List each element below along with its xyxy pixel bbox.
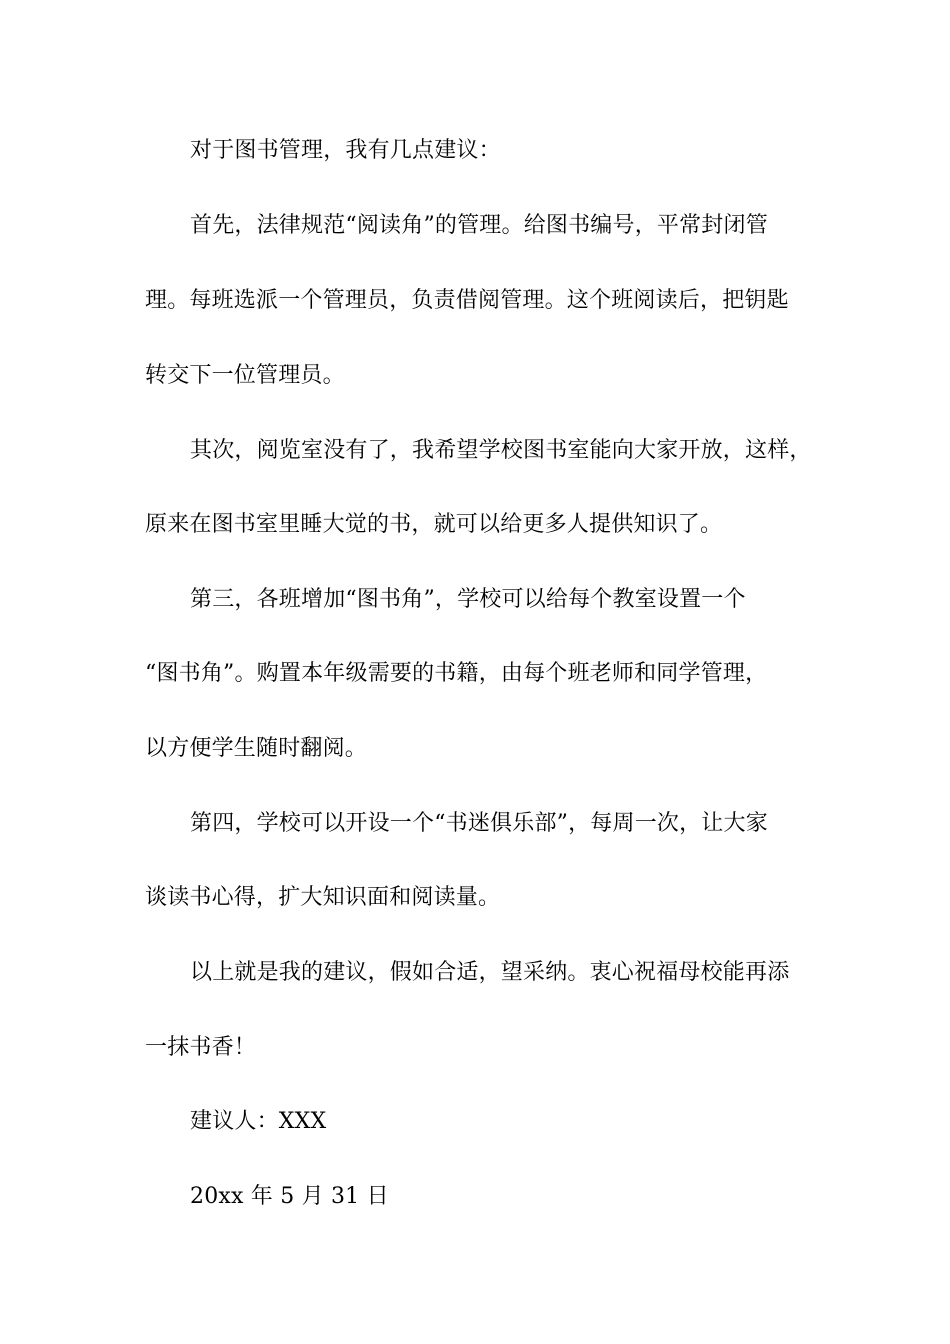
paragraph-first-line-3: 转交下一位管理员。 [145, 363, 345, 388]
paragraph-third-line-3: 以方便学生随时翻阅。 [145, 736, 368, 761]
paragraph-fourth-line-1: 第四，学校可以开设一个“书迷俱乐部”，每周一次，让大家 [190, 811, 768, 836]
paragraph-first-line-2: 理。每班选派一个管理员，负责借阅管理。这个班阅读后，把钥匙 [145, 288, 789, 313]
paragraph-fourth-line-2: 谈读书心得，扩大知识面和阅读量。 [145, 885, 501, 910]
paragraph-second-line-1: 其次，阅览室没有了，我希望学校图书室能向大家开放，这样， [190, 438, 812, 463]
intro-line: 对于图书管理，我有几点建议： [190, 138, 501, 163]
paragraph-first-line-1: 首先，法律规范“阅读角”的管理。给图书编号，平常封闭管 [190, 213, 768, 238]
closing-line-2: 一抹书香！ [145, 1035, 257, 1060]
paragraph-third-line-2: “图书角”。购置本年级需要的书籍，由每个班老师和同学管理， [145, 661, 768, 686]
signature-line: 建议人：XXX [190, 1109, 327, 1134]
date-line: 20xx 年 5 月 31 日 [190, 1184, 389, 1209]
paragraph-third-line-1: 第三，各班增加“图书角”，学校可以给每个教室设置一个 [190, 587, 746, 612]
closing-line-1: 以上就是我的建议，假如合适，望采纳。衷心祝福母校能再添 [190, 960, 790, 985]
paragraph-second-line-2: 原来在图书室里睡大觉的书，就可以给更多人提供知识了。 [145, 512, 723, 537]
